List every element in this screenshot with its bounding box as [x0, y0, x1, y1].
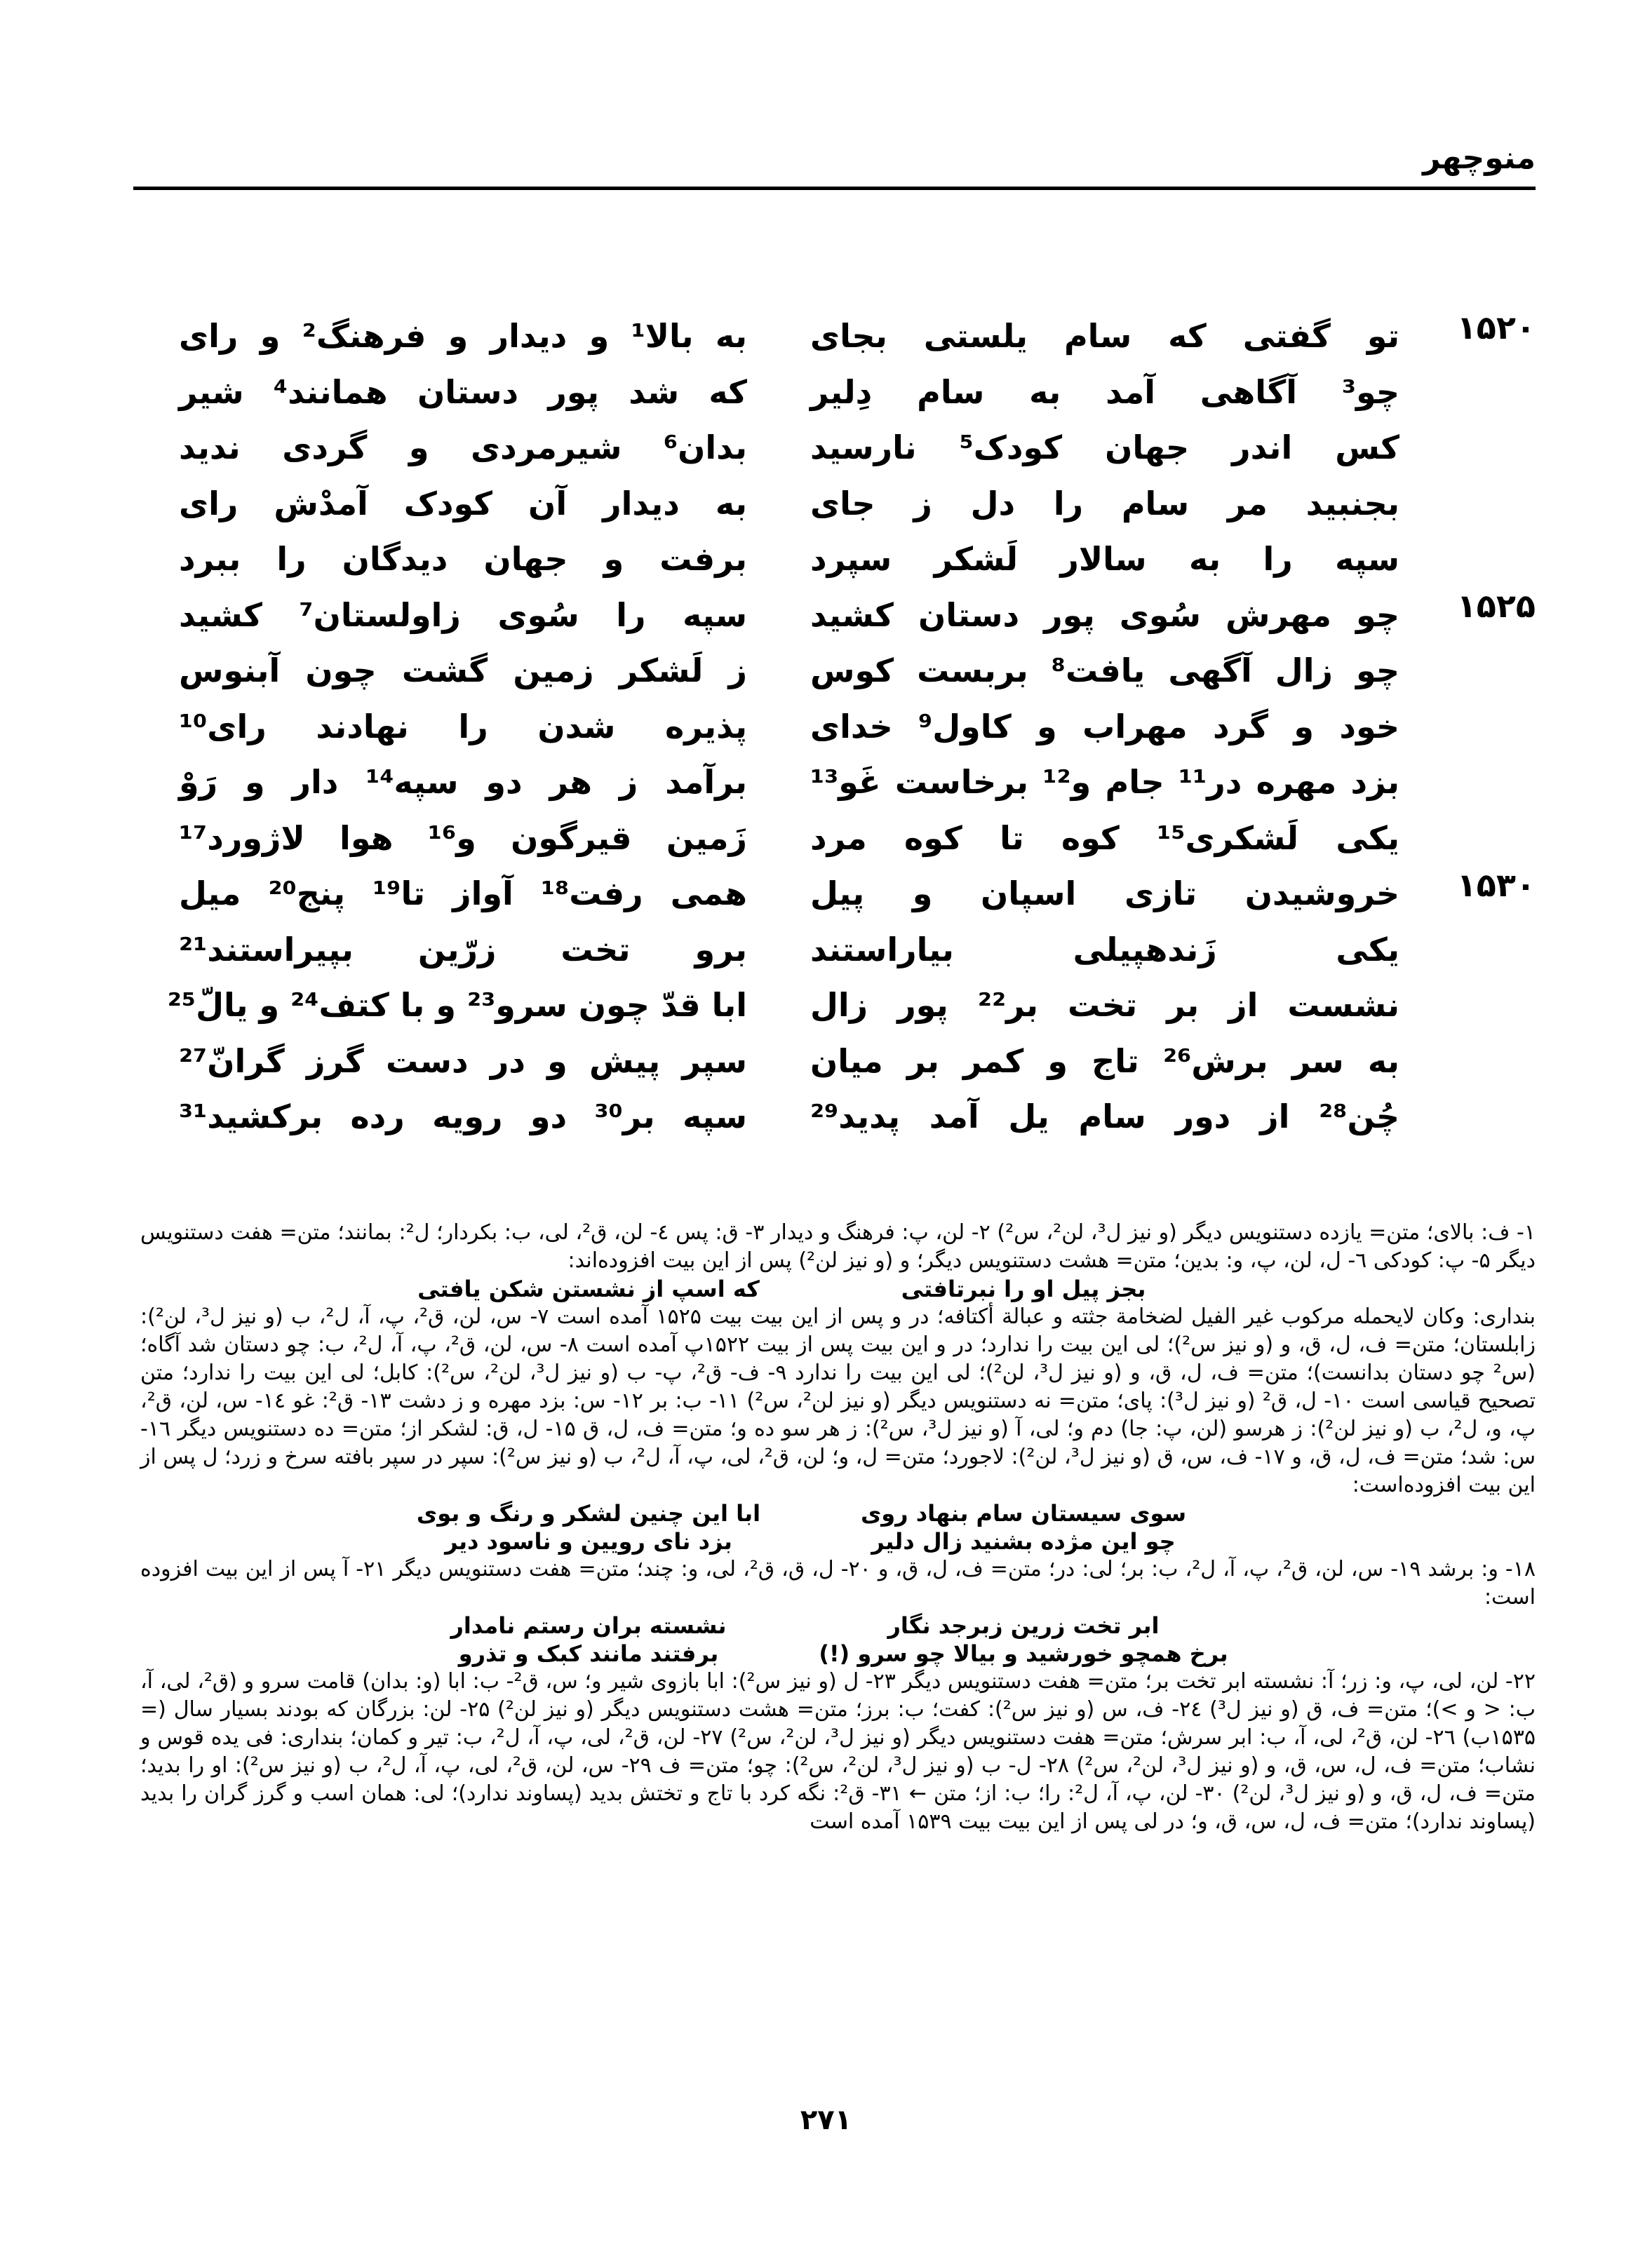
hemistich-right: سپه را به سالار لَشکر سپرد: [810, 540, 1399, 578]
left-hemistich-column: [167, 309, 748, 1145]
footnote-verse-right: برخ همچو خورشید و بیالا چو سرو (!): [819, 1640, 1228, 1667]
footnote-added-verse: [371, 1527, 1241, 1555]
hemistich-right: بزد مهره در¹¹ جام و¹² برخاست غَو¹³: [810, 763, 1400, 801]
footnote-verse-right: چو این مژده بشنید زال دلیر: [871, 1528, 1176, 1555]
footnote-added-verse: [371, 1275, 1241, 1303]
hemistich-left: زَمین قیرگون و¹⁶ هوا لاژورد¹⁷: [179, 818, 748, 857]
hemistich-right: چو زال آگهی یافت⁸ بربست کوس: [810, 652, 1399, 689]
footnote-verse-left: که اسپ از نشستن شکن یافتی: [417, 1276, 760, 1302]
footnote-added-verse: [371, 1612, 1241, 1640]
footnote-verse-right: ابر تخت زرین زبرجد نگار: [887, 1612, 1160, 1639]
hemistich-right: به سر برش²⁶ تاج و کمر بر میان: [810, 1041, 1400, 1080]
hemistich-right: یکی لَشکری¹⁵ کوه تا کوه مرد: [810, 818, 1399, 857]
footnote-paragraph: ۲۲- لن، لی، پ، و: زر؛ آ: نشسته ابر تخت بر؛ متن= هفت دستنویس دیگر ۲۳- ل (و نیز س²): ابا بازوی شیر و؛ س، ق²- ب: ابا (و: بدان) قامت سرو و (ق²، لی، آ، ب: < و >)؛ متن= ف، ق (و نیز ل³) ۲٤- ف، س (و نیز س²): کفت؛ ب: برز؛ متن= هشت دستنویس دیگر (و نیز لن²) ۲۵- لن: بزرگان که بودند بسیار سال (= ۱۵۳۵ب) ۲٦- لن، ق²، لی، آ، ب: ابر سرش؛ متن= هفت دستنویس دیگر (و نیز ل³، لن²، س²) ۲۷- لن، ق²، لی، پ، آ، ل²، ب: تیر و کمان؛ بنداری: فی یده قوس و نشاب؛ متن= ف، ل، س، ق، و (و نیز ل³، لن²، س²) ۲۸- ل- ب (و نیز ل³، لن²، س²): چو؛ متن= ف ۲۹- س، لن، ق²، لی، پ، آ، ل²، ب (و نیز س²): او را بدید؛ متن= ف، ل، ق، و (و نیز ل³، لن²) ۳۰- لن، پ، آ، ل²: را؛ ب: از؛ متن ← ۳۱- ق²: نگه کرد با تاج و تختش بدید (پساوند ندارد)؛ لی: همان اسب و گرز گران را بدید (پساوند ندارد)؛ متن= ف، ل، س، ق، و؛ در لی پس از این بیت بیت ۱۵۳۹ آمده است: [140, 1669, 1536, 1834]
footnote-verse-left: برفتند مانند کبک و تذرو: [458, 1640, 719, 1667]
page-number: ۲۷۱: [800, 2104, 852, 2136]
header-rule: [133, 187, 1536, 190]
critical-apparatus-footnotes: [140, 1219, 1536, 1836]
hemistich-right: یکی زَندهپیلی بیاراستند: [810, 930, 1399, 968]
footnote-paragraph: ۱۸- و: برشد ۱۹- س، لن، ق²، پ، آ، ل²، ب: بر؛ لی: در؛ متن= ف، ل، ق، و ۲۰- ل، ق، ق²، لی، و: چند؛ متن= هفت دستنویس دیگر ۲۱- آ پس از این بیت افزوده است:: [140, 1557, 1536, 1609]
hemistich-left: که شد پور دستان همانند⁴ شیر: [179, 372, 747, 411]
footnote-verse-right: سوی سیستان سام بنهاد روی: [860, 1500, 1187, 1527]
hemistich-left: ز لَشکر زمین گشت چون آبنوس: [179, 652, 747, 689]
footnote-verse-left: نشسته بران رستم نامدار: [450, 1612, 727, 1639]
footnote-added-verse: [371, 1640, 1241, 1668]
hemistich-left: برفت و جهان دیدگان را ببرد: [179, 540, 747, 578]
hemistich-left: بدان⁶ شیرمردی و گردی ندید: [179, 428, 747, 466]
hemistich-right: تو گفتی که سام یلستی بجای: [810, 317, 1399, 355]
hemistich-left: به دیدار آن کودک آمدْش رای: [179, 484, 747, 522]
hemistich-right: نشست از بر تخت بر²² پور زال: [810, 986, 1399, 1024]
footnote-added-verse: [371, 1499, 1241, 1527]
footnote-verse-left: بزد نای رویین و ناسود دیر: [445, 1528, 732, 1555]
footnote-verse-right: بجز پیل او را نبرتافتی: [901, 1276, 1146, 1302]
hemistich-left: به بالا¹ و دیدار و فرهنگ² و رای: [179, 317, 748, 355]
verse-number-1525: ۱۵۲۵: [1456, 587, 1536, 625]
hemistich-right: چو مهرش سُوی پور دستان کشید: [810, 595, 1399, 634]
hemistich-left: برو تخت زرّین بپیراستند²¹: [179, 930, 747, 968]
hemistich-right: چُن²⁸ از دور سام یل آمد پدید²⁹: [810, 1098, 1399, 1135]
hemistich-right: بجنبید مر سام را دل ز جای: [810, 484, 1399, 522]
hemistich-right: کس اندر جهان کودک⁵ نارسید: [810, 428, 1399, 466]
hemistich-right: خروشیدن تازی اسپان و پیل: [810, 875, 1399, 912]
verse-number-1520: ۱۵۲۰: [1456, 309, 1536, 346]
hemistich-left: پذیره شدن را نهادند رای¹⁰: [179, 707, 747, 745]
footnote-paragraph: ۱- ف: بالای؛ متن= یازده دستنویس دیگر (و نیز ل³، لن²، س²) ۲- لن، پ: فرهنگ و دیدار ۳- ق: پس ٤- لن، ق²، لی، ب: بکردار؛ ل²: بمانند؛ متن= هفت دستنویس دیگر ۵- پ: کودکی ٦- ل، لن، پ، و: بدین؛ متن= هشت دستنویس دیگر؛ و (و نیز لن²) پس از این بیت افزوده‌اند:: [140, 1220, 1536, 1273]
hemistich-left: سپه بر³⁰ دو رویه رده برکشید³¹: [179, 1098, 748, 1135]
running-title: منوچهر: [1423, 140, 1536, 176]
hemistich-left: همی رفت¹⁸ آواز تا¹⁹ پنج²⁰ میل: [179, 875, 747, 912]
hemistich-right: خود و گرد مهراب و کاول⁹ خدای: [810, 707, 1399, 745]
right-hemistich-column: [810, 309, 1399, 1145]
verse-number-1530: ۱۵۳۰: [1456, 866, 1536, 904]
hemistich-left: سپه را سُوی زاولستان⁷ کشید: [179, 595, 747, 634]
footnote-verse-left: ابا این چنین لشکر و رنگ و بوی: [416, 1500, 761, 1527]
hemistich-left: سپر پیش و در دست گرز گرانّ²⁷: [179, 1041, 747, 1080]
hemistich-left: برآمد ز هر دو سپه¹⁴ دار و رَوْ: [179, 763, 747, 801]
footnote-paragraph: بنداری: وکان لایحمله مرکوب غیر الفیل لضخامة جثته و عبالة أکتافه؛ در و پس از این بیت بیت ۱۵۲۵ آمده است ۷- س، لن، ق²، پ، آ، ل²، ب (و نیز ل³، لن²): زابلستان؛ متن= ف، ل، ق، و (و نیز س²)؛ لی این بیت را ندارد؛ در و این بیت پس از بیت ۱۵۲۲پ آمده است ۸- س، لن، ق²، پ، آ، ل²، ب: چو دستان شد آگاه؛ (س² چو دستان بدانست)؛ متن= ف، ل، ق، و (و نیز ل³، لن²)؛ لی این بیت را ندارد ۹- ف- ق²، پ- ب (و نیز ل³، لن²، س²): کابل؛ لی این بیت را ندارد؛ متن تصحیح قیاسی است ۱۰- ل، ق² (و نیز ل³): پای؛ متن= نه دستنویس دیگر (و نیز لن²، س²) ۱۱- ب: بر ۱۲- س: بزد مهره و ز دشت ۱۳- ق²: غو ١٤- س، لن، ق²، پ، و، ل²، ب (و نیز لن²): ز هرسو (لن، پ: جا) دم و؛ لی، آ (و نیز ل³، س²): ز هر سو ده و؛ متن= ف، ل، ق ۱۵- ل، ق: لشکر از؛ متن= ده دستنویس دیگر ۱٦- س: شد؛ متن= ف، ل، ق، و ۱۷- ف، س، ق (و نیز ل³، لن²): لاجورد؛ متن= ل، و؛ لن، ق²، لی، پ، آ، ل²، ب (و نیز س²): سپر در سپر بافته سرخ و زرد؛ ل پس از این بیت افزوده‌است:: [140, 1304, 1536, 1497]
hemistich-left: ابا قدّ چون سرو²³ و با کتف²⁴ و یالّ²⁵: [167, 986, 747, 1024]
hemistich-right: چو³ آگاهی آمد به سام دِلیر: [810, 372, 1399, 411]
